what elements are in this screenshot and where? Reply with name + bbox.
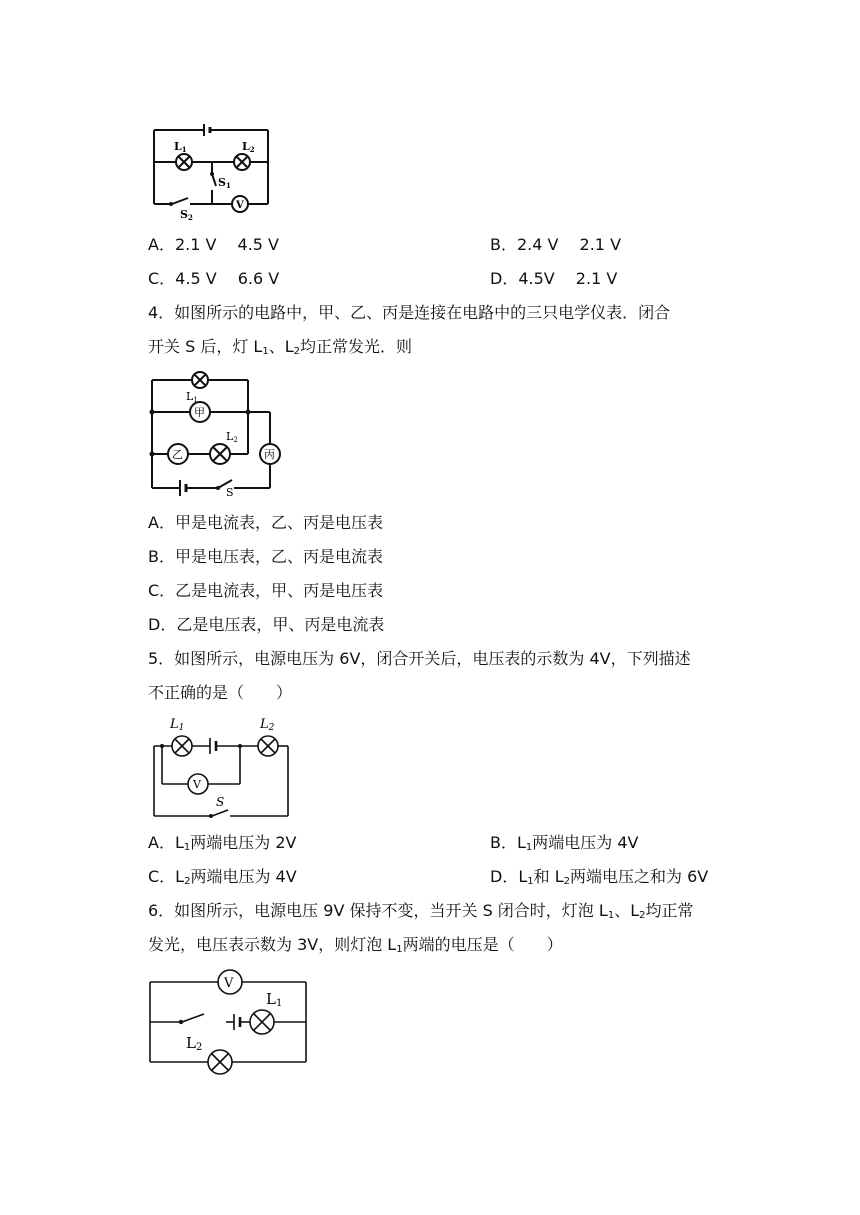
q3-label-s1: S1 [218,176,231,190]
q6-circuit-diagram [146,966,310,1076]
q6-stem-line1: 6．如图所示，电源电压 9V 保持不变，当开关 S 闭合时，灯泡 $L_1$、$L_2$均正常 [148,901,694,921]
q3-option-b: B．2.4 V 2.1 V [490,235,622,254]
q3-label-l1: L1 [174,140,187,154]
q3-option-a: A．2.1 V 4.5 V [148,235,279,254]
q5-option-d: D．$L_1$和 $L_2$两端电压之和为 6V [490,867,709,887]
q5-option-a: A．$L_1$两端电压为 2V [148,833,297,853]
q4-label-l1: L1 [186,390,198,404]
q3-circuit-diagram [150,120,272,220]
q4-circuit-diagram [146,368,288,496]
q3-option-c: C．4.5 V 6.6 V [148,269,280,288]
q6-stem-line2: 发光，电压表示数为 3V，则灯泡 $L_1$两端的电压是（ ） [148,935,563,955]
q4-stem-line1: 4．如图所示的电路中，甲、乙、丙是连接在电路中的三只电学仪表．闭合 [148,303,671,322]
q4-label-l2: L2 [226,430,238,444]
q6-label-v: V [224,976,234,991]
q5-stem-line1: 5．如图所示，电源电压为 6V，闭合开关后，电压表的示数为 4V，下列描述 [148,649,691,668]
q4-label-bing: 丙 [264,448,275,461]
q4-label-s: S [226,486,234,496]
q4-stem-line2: 开关 S 后，灯 $L_1$、$L_2$均正常发光．则 [148,337,413,357]
q4-label-yi: 乙 [172,448,183,461]
q4-option-b: B．甲是电压表，乙、丙是电流表 [148,547,383,566]
q4-option-c: C．乙是电流表，甲、丙是电压表 [148,581,384,600]
q3-option-d: D．4.5V 2.1 V [490,269,618,288]
q6-label-l1: L1 [266,990,283,1009]
q3-label-v: V [236,200,244,211]
q5-label-l1: L1 [170,717,185,733]
q5-stem-line2: 不正确的是（ ） [148,683,293,702]
q3-label-l2: L2 [242,140,255,154]
q5-option-b: B．$L_1$两端电压为 4V [490,833,639,853]
q5-label-s: S [216,795,225,809]
q6-label-l2: L2 [186,1034,203,1053]
q3-label-s2: S2 [180,208,193,220]
q5-label-l2: L2 [260,717,275,733]
q5-option-c: C．$L_2$两端电压为 4V [148,867,297,887]
q4-label-jia: 甲 [194,406,205,419]
q5-label-v: V [193,778,201,791]
q4-option-d: D．乙是电压表，甲、丙是电流表 [148,615,385,634]
q5-circuit-diagram [148,712,292,820]
q4-option-a: A．甲是电流表，乙、丙是电压表 [148,513,383,532]
